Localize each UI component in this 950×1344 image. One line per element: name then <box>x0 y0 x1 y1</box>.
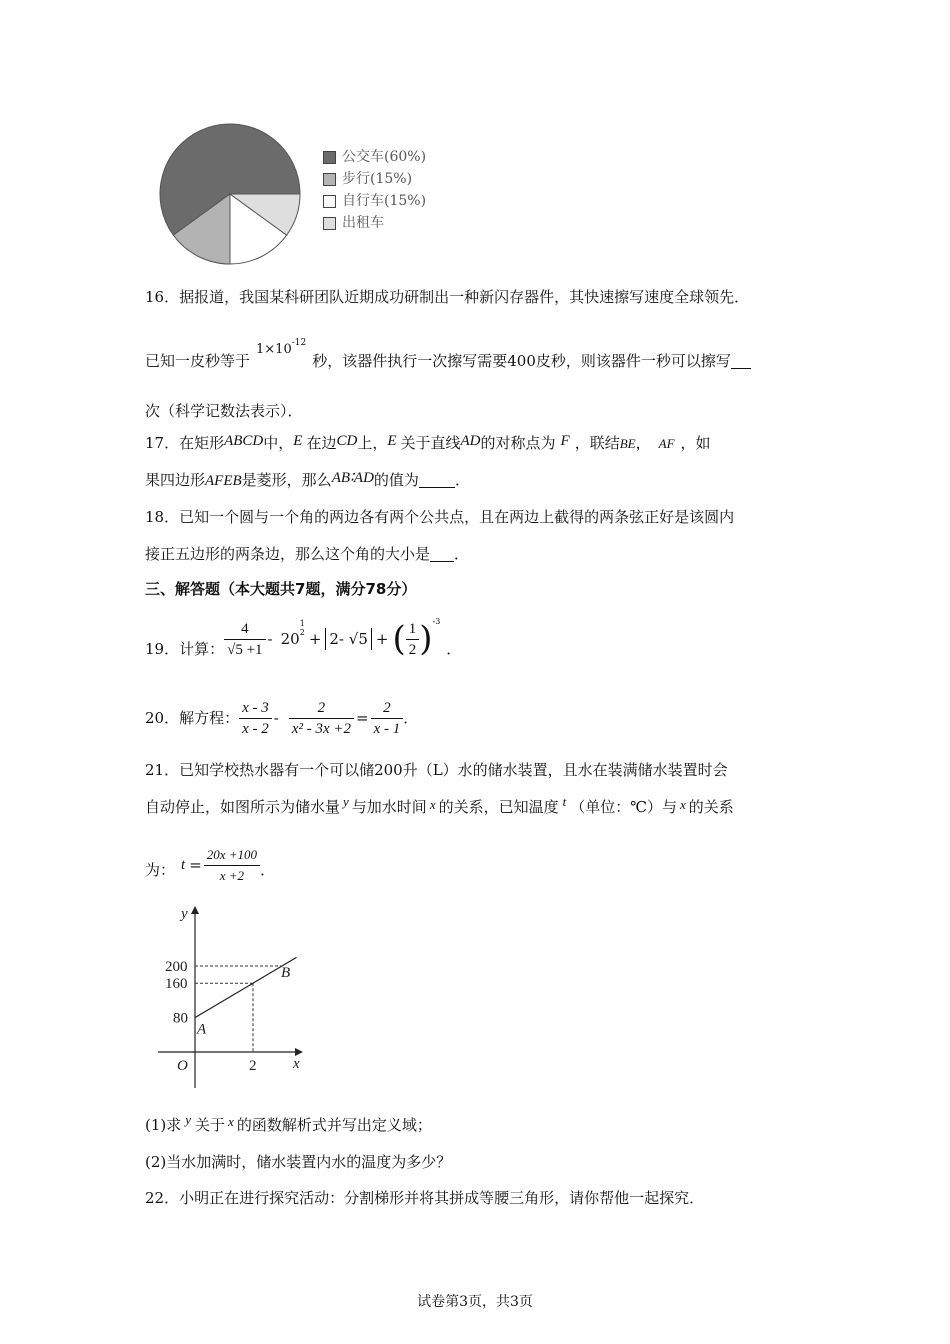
q16-sci-base: 1×10 <box>256 342 292 357</box>
q19-exp-den: 2 <box>299 628 305 637</box>
q19-label: 19．计算： <box>145 640 225 658</box>
q21-fraction <box>204 845 260 886</box>
q20-f1-den: x - 2 <box>242 720 269 737</box>
q21-sub1-x: x <box>228 1114 234 1129</box>
section-3-heading: 三、解答题（本大题共7题，满分78分） <box>145 580 417 598</box>
q19-abs-body: 2- √5 <box>329 630 368 648</box>
q17-line2 <box>145 470 470 491</box>
q19-base-20: 20 <box>280 630 300 648</box>
y-tick-200: 200 <box>165 959 188 975</box>
legend-label-walk: 步行(15%) <box>342 171 413 187</box>
q17-answer-blank <box>419 471 455 488</box>
legend-swatch-bus <box>323 151 336 164</box>
x-tick-2: 2 <box>249 1058 257 1074</box>
q18-line2 <box>145 544 469 564</box>
q21-sub2: (2)当水加满时，储水装置内水的温度为多少？ <box>145 1153 452 1171</box>
q20-label: 20．解方程： <box>145 709 240 727</box>
q17-e2: E <box>387 433 397 449</box>
q19-plus-2: + <box>375 630 389 648</box>
q20-end: ． <box>403 709 419 727</box>
q19-minus: - <box>267 630 273 648</box>
q18-answer-blank <box>430 545 454 562</box>
page-footer: 试卷第3页，共3页 <box>417 1294 533 1310</box>
q17-t10: 果四边形 <box>145 471 206 489</box>
q20-minus: - <box>273 709 279 727</box>
legend-label-bus: 公交车(60%) <box>342 149 427 165</box>
q21-sub1-t2: 关于 <box>195 1116 226 1134</box>
q21-sub1-y: y <box>185 1112 192 1127</box>
legend-item-walk <box>323 168 426 190</box>
q21-frac-num: 20x +100 <box>204 845 260 866</box>
q17-t3: 在边 <box>306 434 337 452</box>
q17-af: AF <box>658 436 675 451</box>
q16-answer-blank <box>731 352 751 369</box>
q21-sub1 <box>145 1112 432 1136</box>
q17-t13: ． <box>454 471 470 489</box>
q19-plus-1: + <box>308 630 322 648</box>
q21-y: y <box>343 794 349 809</box>
q17-t2: 中， <box>263 434 294 452</box>
q17-t1: 17．在矩形 <box>145 434 225 452</box>
q17-abcd: ABCD <box>224 433 264 449</box>
q17-be: BE <box>619 436 636 451</box>
legend-item-bike <box>323 190 426 212</box>
q19-half-fraction <box>406 619 420 660</box>
q18-line1: 18．已知一个圆与一个角的两边各有两个公共点，且在两边上截得的两条弦正好是该圆内 <box>145 508 735 526</box>
q17-t6: 的对称点为 <box>480 434 556 452</box>
x-axis-label: x <box>293 1056 300 1072</box>
q21-x: x <box>429 797 436 812</box>
q21-t3: 的关系，已知温度 <box>438 798 559 816</box>
q16-sci-notation <box>256 338 307 357</box>
water-volume-graph <box>155 900 315 1095</box>
legend-swatch-taxi <box>323 217 336 230</box>
q19-half-den: 2 <box>408 641 417 658</box>
q19-paren-right: ) <box>419 619 433 659</box>
q20-f1-num: x - 3 <box>239 698 272 719</box>
q19-exp-neg3: -3 <box>432 617 441 626</box>
q17-e: E <box>293 433 303 449</box>
q20-fraction-2 <box>289 698 354 739</box>
q16-line3: 次（科学记数法表示）． <box>145 402 303 420</box>
q21-sub1-t1: (1)求 <box>145 1116 182 1134</box>
q21-t4: （单位：℃）与 <box>570 798 678 816</box>
q21-t1: 自动停止，如图所示为储水量 <box>145 798 341 816</box>
q19-fraction <box>224 619 265 660</box>
q20-f3-den: x - 1 <box>373 720 401 737</box>
q17-t5: 关于直线 <box>400 434 461 452</box>
y-axis-arrow <box>191 906 199 914</box>
q17-t4: 上， <box>357 434 388 452</box>
legend-swatch-bike <box>323 195 336 208</box>
q20-f3-num: 2 <box>371 698 404 719</box>
q20-fraction-3 <box>371 698 404 739</box>
q17-t7: ，联结 <box>574 434 620 452</box>
q17-t12: 的值为 <box>373 471 419 489</box>
q18-text: 接正五边形的两条边，那么这个角的大小是 <box>145 545 431 563</box>
q19-half-num: 1 <box>406 619 420 640</box>
q21-line3 <box>145 842 275 888</box>
q20-f2-num: 2 <box>289 698 354 719</box>
q19-abs <box>325 628 371 650</box>
q20-line <box>145 695 418 741</box>
q19-exponent-half <box>300 619 305 637</box>
q17-t9: ，如 <box>680 434 711 452</box>
q17-ratio: AB∶AD <box>331 470 374 486</box>
q19-paren-left: ( <box>392 619 406 659</box>
point-label-b: B <box>281 965 291 982</box>
legend-label-bike: 自行车(15%) <box>342 193 427 209</box>
transport-pie-chart <box>150 116 310 276</box>
pie-legend <box>323 146 426 234</box>
q21-t2: 与加水时间 <box>351 798 427 816</box>
q21-equals: = <box>189 856 202 874</box>
q21-t2-var: t <box>181 857 186 873</box>
q17-t11: 是菱形，那么 <box>241 471 332 489</box>
legend-swatch-walk <box>323 173 336 186</box>
q22-line1: 22．小明正在进行探究活动：分割梯形并将其拼成等腰三角形，请你帮他一起探究． <box>145 1189 705 1207</box>
q17-f: F <box>560 433 570 449</box>
q21-t: t <box>562 794 567 809</box>
origin-label: O <box>177 1058 188 1074</box>
q19-frac-den: √5 +1 <box>227 641 263 658</box>
q16-line1: 16．据报道，我国某科研团队近期成功研制出一种新闪存器件，其快速擦写速度全球领先． <box>145 288 750 306</box>
q16-text-b: 秒，该器件执行一次擦写需要400皮秒，则该器件一秒可以擦写 <box>312 352 731 370</box>
legend-item-bus <box>323 146 426 168</box>
q17-afeb: AFEB <box>205 473 242 489</box>
y-tick-160: 160 <box>165 976 188 993</box>
y-tick-80: 80 <box>173 1010 188 1027</box>
q20-fraction-1 <box>239 698 272 739</box>
q16-sci-exp: -12 <box>291 338 307 348</box>
q17-t8: ， <box>635 434 651 452</box>
q19-end: ． <box>446 640 462 658</box>
q21-line1: 21．已知学校热水器有一个可以储200升（L）水的储水装置，且水在装满储水装置时会 <box>145 761 728 779</box>
q17-cd: CD <box>336 433 358 449</box>
q21-frac-den: x +2 <box>219 867 245 883</box>
q17-ad: AD <box>460 433 481 449</box>
q21-t6: 为： <box>145 861 176 879</box>
q21-line2 <box>145 794 734 818</box>
q20-equals: = <box>356 709 369 727</box>
q16-text-a: 已知一皮秒等于 <box>145 352 251 370</box>
q19-frac-num: 4 <box>224 619 265 640</box>
q21-x2: x <box>680 797 686 812</box>
q21-sub1-t3: 的函数解析式并写出定义域； <box>236 1116 432 1134</box>
point-label-a: A <box>197 1021 207 1038</box>
q17-line1 <box>145 433 711 454</box>
x-axis-arrow <box>295 1048 303 1056</box>
q21-end: ． <box>260 861 276 879</box>
q20-f2-den: x² - 3x +2 <box>291 720 352 737</box>
q19-line <box>145 614 461 664</box>
q21-t5: 的关系 <box>688 798 734 816</box>
y-axis-label: y <box>181 906 188 922</box>
legend-label-taxi: 出租车 <box>342 215 384 231</box>
legend-item-taxi <box>323 212 426 234</box>
q18-end: ． <box>454 545 470 563</box>
q19-exp-num: 1 <box>299 619 305 628</box>
